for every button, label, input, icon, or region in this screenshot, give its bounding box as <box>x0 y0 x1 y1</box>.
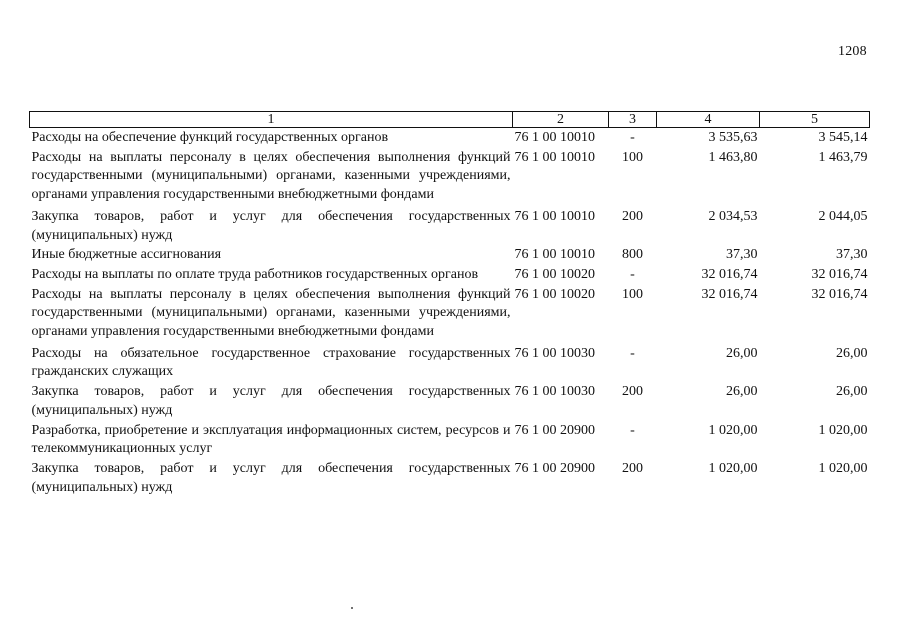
amount-col-4: 3 535,63 <box>708 130 758 145</box>
expense-name: Расходы на выплаты по оплате труда работников государственных органов <box>31 266 479 282</box>
target-code: 76 1 00 10020 <box>514 266 595 282</box>
amount-col-5: 1 020,00 <box>818 460 868 476</box>
amount-col-5: 3 545,14 <box>818 130 868 145</box>
expense-type: 800 <box>622 247 643 263</box>
expense-type: - <box>630 422 635 438</box>
table-body <box>30 128 870 498</box>
table-row <box>30 421 870 459</box>
amount-col-5: 1 020,00 <box>818 422 868 438</box>
amount-col-5: 26,00 <box>836 345 868 361</box>
target-code: 76 1 00 10020 <box>514 286 595 302</box>
budget-table <box>29 111 870 497</box>
table-row <box>30 382 870 420</box>
expense-name: Закупка товаров, работ и услуг для обеспечения государственных (муниципальных) нужд <box>31 384 511 418</box>
expense-name: Расходы на выплаты персоналу в целях обеспечения выполнения функций государственными (муниципальными) органами, казенными учреждениями, органами управления государственными внебюджетными фондами <box>31 149 511 203</box>
table-row <box>30 148 870 205</box>
expense-type: 100 <box>622 149 643 165</box>
amount-col-5: 2 044,05 <box>818 208 868 224</box>
header-col-1: 1 <box>30 112 513 128</box>
table-row <box>30 265 870 285</box>
table-header <box>30 112 870 128</box>
header-row <box>30 112 870 128</box>
expense-name: Расходы на выплаты персоналу в целях обеспечения выполнения функций государственными (муниципальными) органами, казенными учреждениями, органами управления государственными внебюджетными фондами <box>31 286 511 340</box>
table-row <box>30 128 870 148</box>
amount-col-5: 32 016,74 <box>811 266 868 282</box>
amount-col-5: 26,00 <box>836 384 868 400</box>
target-code: 76 1 00 20900 <box>514 422 595 438</box>
amount-col-4: 37,30 <box>726 247 758 263</box>
expense-type: 200 <box>622 460 643 476</box>
expense-type: 200 <box>622 384 643 400</box>
table-row <box>30 342 870 382</box>
header-col-5: 5 <box>760 112 870 128</box>
amount-col-4: 32 016,74 <box>701 266 758 282</box>
amount-col-5: 1 463,79 <box>818 149 868 165</box>
target-code: 76 1 00 10010 <box>514 130 595 145</box>
amount-col-4: 2 034,53 <box>708 208 758 224</box>
amount-col-4: 26,00 <box>726 345 758 361</box>
expense-type: 200 <box>622 208 643 224</box>
expense-type: - <box>630 345 635 361</box>
table-row <box>30 459 870 497</box>
amount-col-4: 32 016,74 <box>701 286 758 302</box>
table-row <box>30 245 870 265</box>
target-code: 76 1 00 10030 <box>514 384 595 400</box>
amount-col-5: 37,30 <box>836 247 868 263</box>
expense-name: Иные бюджетные ассигнования <box>31 247 222 263</box>
expense-type: - <box>630 130 635 145</box>
amount-col-4: 1 463,80 <box>708 149 758 165</box>
target-code: 76 1 00 10010 <box>514 149 595 165</box>
target-code: 76 1 00 10030 <box>514 345 595 361</box>
amount-col-4: 1 020,00 <box>708 460 758 476</box>
expense-name: Закупка товаров, работ и услуг для обеспечения государственных (муниципальных) нужд <box>31 208 511 243</box>
expense-type: - <box>630 266 635 282</box>
amount-col-4: 1 020,00 <box>708 422 758 438</box>
amount-col-4: 26,00 <box>726 384 758 400</box>
header-col-4: 4 <box>657 112 760 128</box>
target-code: 76 1 00 10010 <box>514 208 595 224</box>
target-code: 76 1 00 10010 <box>514 247 595 263</box>
header-col-3: 3 <box>609 112 657 128</box>
table-row <box>30 205 870 245</box>
expense-type: 100 <box>622 286 643 302</box>
expense-name: Разработка, приобретение и эксплуатация информационных систем, ресурсов и телекоммуникационных услуг <box>31 422 511 457</box>
table-row <box>30 285 870 342</box>
target-code: 76 1 00 20900 <box>514 460 595 476</box>
scan-speck <box>351 607 353 609</box>
expense-name: Расходы на обязательное государственное страхование государственных гражданских служащих <box>31 345 511 380</box>
expense-name: Расходы на обеспечение функций государственных органов <box>31 130 389 145</box>
header-col-2: 2 <box>513 112 609 128</box>
amount-col-5: 32 016,74 <box>811 286 868 302</box>
page-number: 1208 <box>838 44 867 59</box>
expense-name: Закупка товаров, работ и услуг для обеспечения государственных (муниципальных) нужд <box>31 460 511 495</box>
